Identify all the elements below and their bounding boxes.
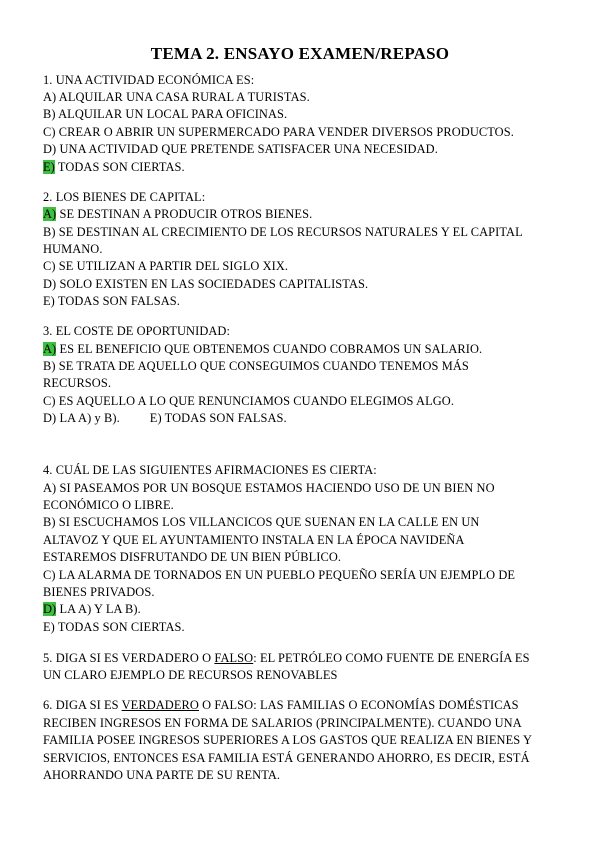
question-2-option-b-cont: HUMANO.: [43, 242, 103, 256]
option-text: TODAS SON CIERTAS.: [54, 160, 185, 174]
question-6-underlined-answer: VERDADERO: [121, 698, 199, 712]
question-4-option-b: B) SI ESCUCHAMOS LOS VILLANCICOS QUE SUENAN EN LA CALLE EN UN: [43, 515, 480, 529]
answer-highlight: A): [43, 342, 57, 356]
question-6-stem: [43, 697, 519, 714]
option-text: LA A) Y LA B).: [56, 602, 141, 616]
question-2-option-a: [43, 206, 312, 223]
option-text: SE DESTINAN A PRODUCIR OTROS BIENES.: [56, 207, 313, 221]
question-3-stem: 3. EL COSTE DE OPORTUNIDAD:: [43, 324, 231, 338]
page-title: TEMA 2. ENSAYO EXAMEN/REPASO: [150, 44, 450, 63]
option-text: ES EL BENEFICIO QUE OBTENEMOS CUANDO COBRAMOS UN SALARIO.: [56, 342, 483, 356]
answer-highlight: D): [43, 602, 57, 616]
question-2-option-c: C) SE UTILIZAN A PARTIR DEL SIGLO XIX.: [43, 259, 289, 273]
question-1-option-a: A) ALQUILAR UNA CASA RURAL A TURISTAS.: [43, 90, 310, 104]
question-5-underlined-answer: FALSO: [214, 651, 254, 665]
question-3-option-d: D) LA A) y B).: [43, 411, 120, 425]
question-3-option-b: B) SE TRATA DE AQUELLO QUE CONSEGUIMOS CUANDO TENEMOS MÁS: [43, 359, 469, 373]
question-1-stem: 1. UNA ACTIVIDAD ECONÓMICA ES:: [43, 73, 255, 87]
answer-highlight: A): [43, 207, 57, 221]
question-6-line-2: RECIBEN INGRESOS EN FORMA DE SALARIOS (PRINCIPALMENTE). CUANDO UNA: [43, 716, 522, 730]
question-3-option-b-cont: RECURSOS.: [43, 376, 112, 390]
question-6-prefix: 6. DIGA SI ES: [43, 698, 122, 712]
question-3-option-c: C) ES AQUELLO A LO QUE RENUNCIAMOS CUANDO ELEGIMOS ALGO.: [43, 394, 455, 408]
question-4-option-c-cont: BIENES PRIVADOS.: [43, 585, 155, 599]
question-3-option-e: E) TODAS SON FALSAS.: [149, 411, 287, 425]
question-4-stem: 4. CUÁL DE LAS SIGUIENTES AFIRMACIONES ES CIERTA:: [43, 463, 377, 477]
question-5-line-2: UN CLARO EJEMPLO DE RECURSOS RENOVABLES: [43, 668, 338, 682]
question-1-option-c: C) CREAR O ABRIR UN SUPERMERCADO PARA VENDER DIVERSOS PRODUCTOS.: [43, 125, 514, 139]
question-4-option-c: C) LA ALARMA DE TORNADOS EN UN PUEBLO PEQUEÑO SERÍA UN EJEMPLO DE: [43, 568, 516, 582]
answer-highlight: E): [43, 160, 55, 174]
question-4-option-a: A) SI PASEAMOS POR UN BOSQUE ESTAMOS HACIENDO USO DE UN BIEN NO: [43, 481, 495, 495]
question-1-option-d: D) UNA ACTIVIDAD QUE PRETENDE SATISFACER UNA NECESIDAD.: [43, 142, 438, 156]
question-2-option-e: E) TODAS SON FALSAS.: [43, 294, 180, 308]
question-4-option-a-cont: ECONÓMICO O LIBRE.: [43, 498, 174, 512]
question-1-option-b: B) ALQUILAR UN LOCAL PARA OFICINAS.: [43, 107, 288, 121]
question-6-line-5: AHORRANDO UNA PARTE DE SU RENTA.: [43, 768, 281, 782]
question-6-line-3: FAMILIA POSEE INGRESOS SUPERIORES A LOS GASTOS QUE REALIZA EN BIENES Y: [43, 733, 533, 747]
question-2-option-d: D) SOLO EXISTEN EN LAS SOCIEDADES CAPITALISTAS.: [43, 277, 369, 291]
question-3-options-de: [43, 410, 287, 427]
question-6-line-4: SERVICIOS, ENTONCES ESA FAMILIA ESTÁ GENERANDO AHORRO, ES DECIR, ESTÁ: [43, 751, 530, 765]
question-5-prefix: 5. DIGA SI ES VERDADERO O: [43, 651, 215, 665]
question-1-option-e: [43, 159, 185, 176]
question-3-option-a: [43, 341, 482, 358]
question-5-stem: [43, 650, 530, 667]
question-4-option-b-cont1: ALTAVOZ Y QUE EL AYUNTAMIENTO INSTALA EN LA ÉPOCA NAVIDEÑA: [43, 533, 465, 547]
question-2-stem: 2. LOS BIENES DE CAPITAL:: [43, 190, 206, 204]
question-6-suffix: O FALSO: LAS FAMILIAS O ECONOMÍAS DOMÉSTICAS: [198, 698, 519, 712]
question-4-option-b-cont2: ESTAREMOS DISFRUTANDO DE UN BIEN PÚBLICO.: [43, 550, 342, 564]
question-4-option-e: E) TODAS SON CIERTAS.: [43, 620, 185, 634]
question-2-option-b: B) SE DESTINAN AL CRECIMIENTO DE LOS RECURSOS NATURALES Y EL CAPITAL: [43, 225, 523, 239]
question-5-suffix: : EL PETRÓLEO COMO FUENTE DE ENERGÍA ES: [253, 651, 530, 665]
question-4-option-d: [43, 601, 141, 618]
